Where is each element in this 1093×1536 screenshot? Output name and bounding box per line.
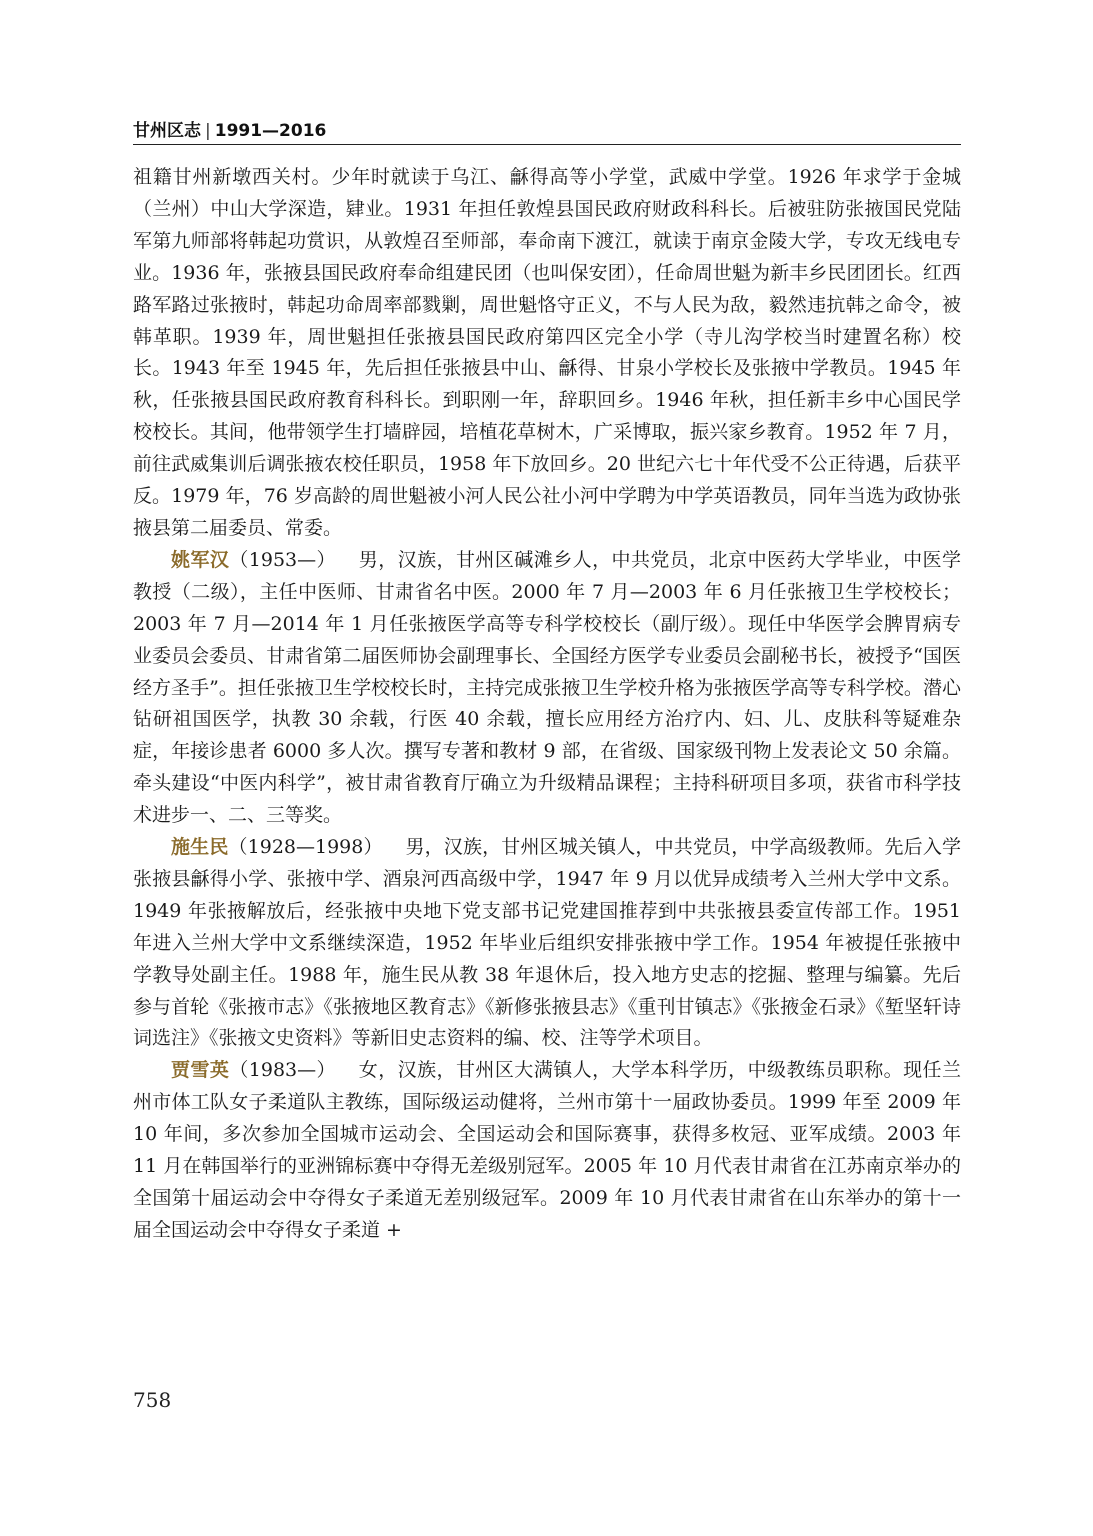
header-title: 甘州区志 — [133, 121, 201, 141]
continued-paragraph: 祖籍甘州新墩西关村。少年时就读于乌江、龢得高等小学堂，武威中学堂。1926 年求学于金城（兰州）中山大学深造，肄业。1931 年担任敦煌县国民政府财政科科长。后被驻防张掖国民党陆军第九师部将韩起功赏识，从敦煌召至师部，奉命南下渡江，就读于南京金陵大学，专攻无线电专业。1936 年，张掖县国民政府奉命组建民团（也叫保安团），任命周世魁为新丰乡民团团长。红西路军路过张掖时，韩起功命周率部戮剿，周世魁恪守正义，不与人民为敌，毅然违抗韩之命令，被韩革职。1939 年，周世魁担任张掖县国民政府第四区完全小学（寺儿沟学校当时建置名称）校长。1943 年至 1945 年，先后担任张掖县中山、龢得、甘泉小学校长及张掖中学教员。1945 年秋，任张掖县国民政府教育科科长。到职刚一年，辞职回乡。1946 年秋，担任新丰乡中心国民学校校长。其间，他带领学生打墙辟园，培植花草树木，广采博取，振兴家乡教育。1952 年 7 月，前往武威集训后调张掖农校任职员，1958 年下放回乡。20 世纪六七十年代受不公正待遇，后获平反。1979 年，76 岁高龄的周世魁被小河人民公社小河中学聘为中学英语教员，同年当选为政协张掖县第二届委员、常委。 — [133, 166, 961, 539]
body-text — [133, 162, 961, 1247]
entry-text: 女，汉族，甘州区大满镇人，大学本科学历，中级教练员职称。现任兰州市体工队女子柔道队主教练，国际级运动健将，兰州市第十一届政协委员。1999 年至 2009 年 10 年间，多次参加全国城市运动会、全国运动会和国际赛事，获得多枚冠、亚军成绩。2003 年 11 月在韩国举行的亚洲锦标赛中夺得无差级别冠军。2005 年 10 月代表甘肃省在江苏南京举办的全国第十届运动会中夺得女子柔道无差别级冠军。2009 年 10 月代表甘肃省在山东举办的第十一届全国运动会中夺得女子柔道 + — [133, 1059, 961, 1241]
entry-name: 贾雪英 — [171, 1059, 230, 1082]
header-separator: | — [205, 121, 211, 141]
entry-text: 男，汉族，甘州区城关镇人，中共党员，中学高级教师。先后入学张掖县龢得小学、张掖中学、酒泉河西高级中学，1947 年 9 月以优异成绩考入兰州大学中文系。1949 年张掖解放后，经张掖中央地下党支部书记党建国推荐到中共张掖县委宣传部工作。1951 年进入兰州大学中文系继续深造，1952 年毕业后组织安排张掖中学工作。1954 年被提任张掖中学教导处副主任。1988 年，施生民从教 38 年退休后，投入地方史志的挖掘、整理与编纂。先后参与首轮《张掖市志》《张掖地区教育志》《新修张掖县志》《重刊甘镇志》《张掖金石录》《堑坚轩诗词选注》《张掖文史资料》等新旧史志资料的编、校、注等学术项目。 — [133, 836, 961, 1050]
entry-years: （1928—1998） — [228, 836, 383, 859]
entry-name: 姚军汉 — [171, 548, 230, 571]
biography-entry — [133, 832, 961, 1055]
entry-name: 施生民 — [171, 836, 229, 859]
entry-years: （1983—） — [229, 1059, 336, 1082]
biography-entry — [133, 545, 961, 832]
header-rule — [133, 144, 961, 145]
entry-text: 男，汉族，甘州区碱滩乡人，中共党员，北京中医药大学毕业，中医学教授（二级），主任中医师、甘肃省名中医。2000 年 7 月—2003 年 6 月任张掖卫生学校校长；2003 年 7 月—2014 年 1 月任张掖医学高等专科学校校长（副厅级）。现任中华医学会脾胃病专业委员会委员、甘肃省第二届医师协会副理事长、全国经方医学专业委员会副秘书长，被授予“国医经方圣手”。担任张掖卫生学校校长时，主持完成张掖卫生学校升格为张掖医学高等专科学校。潜心钻研祖国医学，执教 30 余载，行医 40 余载，擅长应用经方治疗内、妇、儿、皮肤科等疑难杂症，年接诊患者 6000 多人次。撰写专著和教材 9 部，在省级、国家级刊物上发表论文 50 余篇。牵头建设“中医内科学”，被甘肃省教育厅确立为升级精品课程；主持科研项目多项，获省市科学技术进步一、二、三等奖。 — [133, 548, 961, 827]
page-number: 758 — [133, 1388, 172, 1412]
biography-entry — [133, 1055, 961, 1246]
running-header — [133, 120, 961, 142]
header-years: 1991—2016 — [214, 121, 327, 141]
entry-years: （1953—） — [229, 548, 336, 571]
